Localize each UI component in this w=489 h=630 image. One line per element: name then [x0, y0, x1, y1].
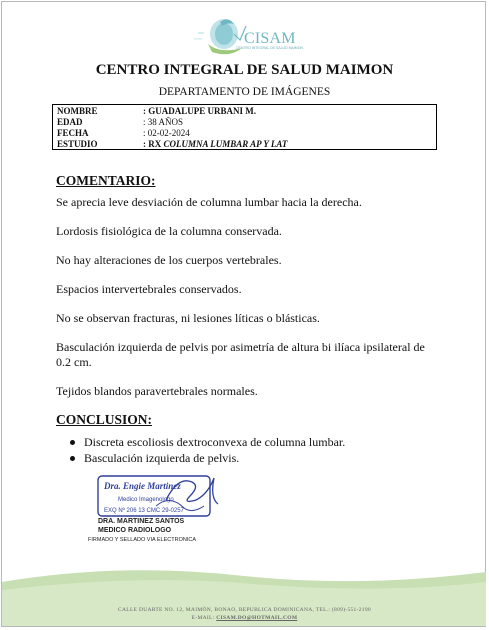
comment-paragraph: No hay alteraciones de los cuerpos vertebrales. [56, 253, 282, 267]
comments-heading: COMENTARIO: [56, 173, 156, 188]
comment-paragraph: Basculación izquierda de pelvis por asimetría de altura bi ilíaca ipsilateral de 0.2 cm. [56, 340, 425, 369]
study-exam: COLUMNA LUMBAR AP Y LAT [163, 139, 288, 149]
page-title: CENTRO INTEGRAL DE SALUD MAIMON [95, 62, 394, 78]
study-prefix: : RX [143, 139, 164, 149]
comment-paragraph: Espacios intervertebrales conservados. [56, 282, 242, 296]
comment-paragraph: Lordosis fisiológica de la columna conservada. [56, 224, 282, 238]
signed-note: FIRMADO Y SELLADO VIA ELECTRONICA [88, 537, 196, 543]
comment-paragraph: Tejidos blandos paravertebrales normales. [56, 384, 258, 398]
name-label: NOMBRE [57, 106, 98, 116]
logo-text: CISAM [244, 30, 296, 47]
footer-email-link[interactable]: CISAM.DO@HOTMAIL.COM [216, 615, 298, 621]
study-value [143, 139, 287, 149]
bullet-icon [70, 456, 75, 461]
name-value: : GUADALUPE URBANI M. [143, 106, 256, 116]
bullet-icon [70, 440, 75, 445]
footer-address: CALLE DUARTE NO. 12, MAIMÓN, BONAO, REPUBLICA DOMINICANA, TEL.: (809)-551-2190 [118, 607, 371, 613]
age-label: EDAD [57, 117, 83, 127]
comment-paragraph: No se observan fracturas, ni lesiones líticas o blásticas. [56, 311, 320, 325]
study-label: ESTUDIO [57, 139, 98, 149]
patient-info-table [52, 104, 437, 150]
logo-subtext: CENTRO INTEGRAL DE SALUD MAIMON [236, 46, 303, 50]
doctor-title: MEDICO RADIOLOGO [98, 527, 172, 534]
age-value: : 38 AÑOS [143, 117, 184, 127]
list-item [70, 450, 345, 466]
conclusion-item: Discreta escoliosis dextroconvexa de columna lumbar. [84, 435, 346, 449]
doctor-stamp-signature [96, 470, 224, 518]
date-label: FECHA [57, 128, 89, 138]
doctor-name: DRA. MARTINEZ SANTOS [98, 518, 185, 525]
stamp-line-1: Dra. Engie Martinez [104, 481, 181, 491]
department-label: DEPARTAMENTO DE IMÁGENES [158, 86, 331, 98]
conclusion-heading: CONCLUSION: [56, 412, 153, 427]
footer-email [0, 615, 489, 621]
date-value: : 02-02-2024 [143, 128, 190, 138]
list-item [70, 434, 345, 450]
conclusion-item: Basculación izquierda de pelvis. [84, 451, 240, 465]
stamp-line-3: EXQ Nº 206 13 CMC 29-0257 [104, 508, 184, 514]
footer-email-label: E-MAIL: [191, 615, 217, 621]
comment-paragraph: Se aprecia leve desviación de columna lumbar hacia la derecha. [56, 195, 362, 209]
stamp-line-2: Medico Imagenologo [118, 497, 174, 503]
conclusion-list [70, 434, 345, 466]
